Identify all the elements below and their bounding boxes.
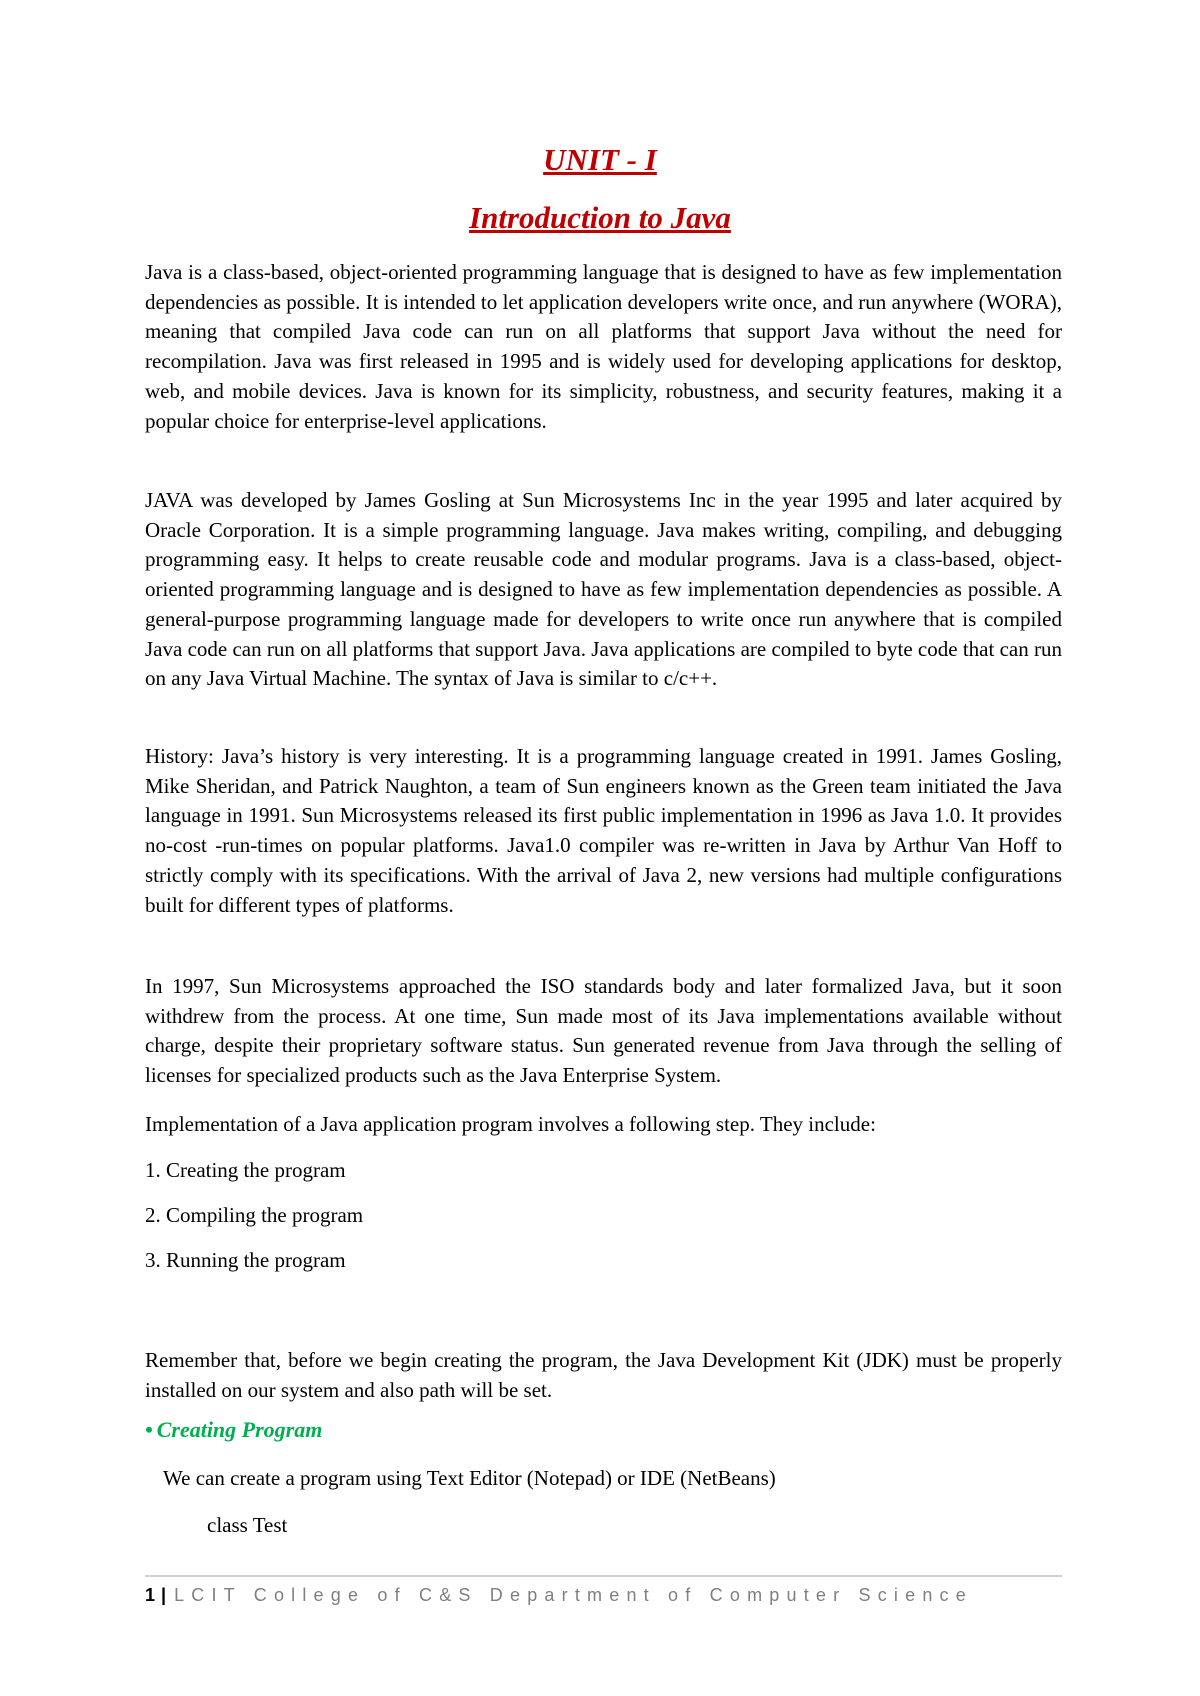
- paragraph-reminder: Remember that, before we begin creating the program, the Java Development Kit (JDK) must be properly installed on our system and also path will be set.: [145, 1348, 1062, 1402]
- page-footer: [145, 1585, 973, 1606]
- paragraph-intro: Java is a class-based, object-oriented programming language that is designed to have as few implementation dependencies as possible. It is intended to let application developers write once, and run anywhere (WORA), meaning that compiled Java code can run on all platforms that support Java without the need for recompilation. Java was first released in 1995 and is widely used for developing applications for desktop, web, and mobile devices. Java is known for its simplicity, robustness, and security features, making it a popular choice for enterprise-level applications.: [145, 260, 1062, 433]
- paragraph-development: JAVA was developed by James Gosling at Sun Microsystems Inc in the year 1995 and later acquired by Oracle Corporation. It is a simple programming language. Java makes writing, compiling, and debugging programming easy. It helps to create reusable code and modular programs. Java is a class-based, object-oriented programming language and is designed to have as few implementation dependencies as possible. A general-purpose programming language made for developers to write once run anywhere that is compiled Java code can run on all platforms that support Java. Java applications are compiled to byte code that can run on any Java Virtual Machine. The syntax of Java is similar to c/c++.: [145, 488, 1062, 691]
- step-item: 2. Compiling the program: [145, 1203, 364, 1227]
- paragraph-steps-intro: Implementation of a Java application program involves a following step. They include:: [145, 1112, 876, 1136]
- section-heading-text: Creating Program: [156, 1417, 323, 1442]
- footer-text: LCIT College of C&S Department of Computer Science: [174, 1585, 973, 1605]
- paragraph-iso: In 1997, Sun Microsystems approached the ISO standards body and later formalized Java, but it soon withdrew from the process. At one time, Sun made most of its Java implementations available without charge, despite their proprietary software status. Sun generated revenue from Java through the selling of licenses for specialized products such as the Java Enterprise System.: [145, 974, 1062, 1088]
- unit-title: UNIT - I: [543, 142, 657, 177]
- chapter-title: Introduction to Java: [469, 200, 731, 235]
- page-number: 1: [145, 1585, 156, 1605]
- section-text: We can create a program using Text Editor (Notepad) or IDE (NetBeans): [163, 1466, 776, 1490]
- step-item: 1. Creating the program: [145, 1158, 346, 1182]
- footer-separator: |: [161, 1585, 167, 1605]
- bullet-icon: •: [145, 1417, 153, 1442]
- section-heading: [145, 1417, 322, 1443]
- step-item: 3. Running the program: [145, 1248, 346, 1272]
- code-line: class Test: [207, 1513, 288, 1537]
- paragraph-history: History: Java’s history is very interesting. It is a programming language created in 1991. James Gosling, Mike Sheridan, and Patrick Naughton, a team of Sun engineers known as the Green team initiated the Java language in 1991. Sun Microsystems released its first public implementation in 1996 as Java 1.0. It provides no-cost -run-times on popular platforms. Java1.0 compiler was re-written in Java by Arthur Van Hoff to strictly comply with its specifications. With the arrival of Java 2, new versions had multiple configurations built for different types of platforms.: [145, 744, 1062, 917]
- footer-divider: [145, 1575, 1062, 1577]
